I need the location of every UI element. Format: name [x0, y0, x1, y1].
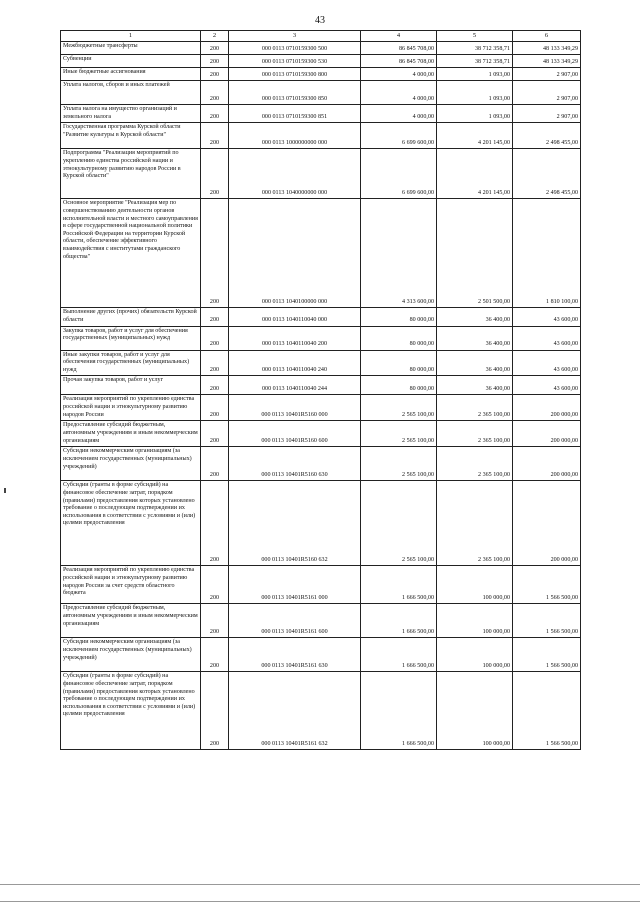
row-code: 200: [201, 638, 229, 672]
row-name: Выполнение других (прочих) обязательств Курской области: [61, 308, 201, 326]
row-kbk: 000 0113 1040000000 000: [229, 149, 361, 199]
row-code: 200: [201, 326, 229, 350]
row-kbk: 000 0113 1040110040 000: [229, 308, 361, 326]
row-code: 200: [201, 123, 229, 149]
table-row: [61, 81, 581, 105]
row-value-4: 4 313 600,00: [361, 199, 437, 308]
row-name: Государственная программа Курской области "Развитие культуры в Курской области": [61, 123, 201, 149]
row-value-6: 200 000,00: [513, 481, 581, 566]
row-value-6: 1 566 500,00: [513, 638, 581, 672]
row-value-5: 36 400,00: [437, 308, 513, 326]
row-value-6: 200 000,00: [513, 447, 581, 481]
row-value-4: 80 000,00: [361, 350, 437, 376]
row-code: 200: [201, 105, 229, 123]
row-value-4: 2 565 100,00: [361, 395, 437, 421]
row-name: Уплата налога на имущество организаций и земельного налога: [61, 105, 201, 123]
row-kbk: 000 0113 1040100000 000: [229, 199, 361, 308]
row-value-4: 80 000,00: [361, 308, 437, 326]
row-value-5: 2 365 100,00: [437, 421, 513, 447]
row-kbk: 000 0113 0710159300 851: [229, 105, 361, 123]
row-value-6: 48 133 349,29: [513, 55, 581, 68]
row-code: 200: [201, 376, 229, 395]
row-value-6: 43 600,00: [513, 376, 581, 395]
scan-border-line: [0, 884, 640, 885]
row-value-6: 48 133 349,29: [513, 42, 581, 55]
row-kbk: 000 0113 0710159300 530: [229, 55, 361, 68]
row-value-5: 38 712 358,71: [437, 42, 513, 55]
row-code: 200: [201, 421, 229, 447]
table-row: [61, 604, 581, 638]
row-name: Субсидии некоммерческим организациям (за исключением государственных (муниципальных) учреждений): [61, 447, 201, 481]
table-row: [61, 68, 581, 81]
row-kbk: 000 0113 0710159300 850: [229, 81, 361, 105]
row-value-5: 100 000,00: [437, 604, 513, 638]
row-value-5: 36 400,00: [437, 350, 513, 376]
row-value-6: 2 907,00: [513, 81, 581, 105]
scan-border-line: [0, 901, 640, 902]
table-row: [61, 421, 581, 447]
row-kbk: 000 0113 0710159300 500: [229, 42, 361, 55]
row-code: 200: [201, 566, 229, 604]
row-value-5: 4 201 145,00: [437, 123, 513, 149]
header-row: [61, 31, 581, 42]
header-col-1: 1: [61, 31, 201, 42]
row-value-6: 2 498 455,00: [513, 149, 581, 199]
row-kbk: 000 0113 10401R5160 000: [229, 395, 361, 421]
row-value-5: 36 400,00: [437, 326, 513, 350]
row-name: Уплата налогов, сборов и иных платежей: [61, 81, 201, 105]
row-value-4: 4 000,00: [361, 81, 437, 105]
row-value-6: 200 000,00: [513, 395, 581, 421]
row-value-5: 1 093,00: [437, 81, 513, 105]
row-value-6: 2 907,00: [513, 105, 581, 123]
table-row: [61, 308, 581, 326]
row-kbk: 000 0113 0710159300 800: [229, 68, 361, 81]
row-value-4: 86 845 708,00: [361, 55, 437, 68]
row-value-5: 4 201 145,00: [437, 149, 513, 199]
table-row: [61, 42, 581, 55]
row-code: 200: [201, 55, 229, 68]
row-name: Межбюджетные трансферты: [61, 42, 201, 55]
row-value-6: 43 600,00: [513, 326, 581, 350]
header-col-6: 6: [513, 31, 581, 42]
table-row: [61, 123, 581, 149]
row-value-4: 4 000,00: [361, 105, 437, 123]
row-value-4: 80 000,00: [361, 376, 437, 395]
row-name: Реализация мероприятий по укреплению единства российской нации и этнокультурному развитию народов России за счет средств областного бюджета: [61, 566, 201, 604]
row-value-4: 2 565 100,00: [361, 481, 437, 566]
row-value-6: 43 600,00: [513, 308, 581, 326]
row-value-6: 2 907,00: [513, 68, 581, 81]
row-kbk: 000 0113 10401R5160 600: [229, 421, 361, 447]
row-value-4: 86 845 708,00: [361, 42, 437, 55]
table-row: [61, 149, 581, 199]
row-code: 200: [201, 42, 229, 55]
table-row: [61, 481, 581, 566]
row-kbk: 000 0113 1040110040 244: [229, 376, 361, 395]
row-kbk: 000 0113 1000000000 000: [229, 123, 361, 149]
table-row: [61, 55, 581, 68]
row-value-5: 100 000,00: [437, 566, 513, 604]
row-name: Реализация мероприятий по укреплению единства российской нации и этнокультурному развитию народов России: [61, 395, 201, 421]
row-value-6: 1 566 500,00: [513, 566, 581, 604]
row-value-5: 2 365 100,00: [437, 481, 513, 566]
row-name: Субсидии (гранты в форме субсидий) на финансовое обеспечение затрат, порядком (правилами) предоставления которых установлено требование о последующем подтверждении их использования в соответствии с условиями и (или) целями предоставления: [61, 672, 201, 750]
row-value-6: 1 810 100,00: [513, 199, 581, 308]
header-col-5: 5: [437, 31, 513, 42]
row-name: Иные бюджетные ассигнования: [61, 68, 201, 81]
row-code: 200: [201, 308, 229, 326]
row-name: Иные закупки товаров, работ и услуг для обеспечения государственных (муниципальных) нужд: [61, 350, 201, 376]
row-value-6: 2 498 455,00: [513, 123, 581, 149]
row-value-5: 2 501 500,00: [437, 199, 513, 308]
row-kbk: 000 0113 10401R5160 630: [229, 447, 361, 481]
row-kbk: 000 0113 1040110040 200: [229, 326, 361, 350]
row-value-6: 1 566 500,00: [513, 672, 581, 750]
row-value-4: 1 666 500,00: [361, 604, 437, 638]
scan-mark: [4, 488, 6, 493]
row-code: 200: [201, 604, 229, 638]
row-kbk: 000 0113 10401R5161 600: [229, 604, 361, 638]
row-kbk: 000 0113 1040110040 240: [229, 350, 361, 376]
table-row: [61, 566, 581, 604]
table-row: [61, 447, 581, 481]
table-row: [61, 326, 581, 350]
row-kbk: 000 0113 10401R5160 632: [229, 481, 361, 566]
row-kbk: 000 0113 10401R5161 630: [229, 638, 361, 672]
row-value-5: 100 000,00: [437, 638, 513, 672]
row-name: Прочая закупка товаров, работ и услуг: [61, 376, 201, 395]
row-name: Предоставление субсидий бюджетным, автономным учреждениям и иным некоммерческим организациям: [61, 604, 201, 638]
row-value-4: 6 699 600,00: [361, 123, 437, 149]
row-value-5: 2 365 100,00: [437, 395, 513, 421]
row-name: Закупка товаров, работ и услуг для обеспечения государственных (муниципальных) нужд: [61, 326, 201, 350]
header-col-4: 4: [361, 31, 437, 42]
row-name: Субвенции: [61, 55, 201, 68]
row-code: 200: [201, 350, 229, 376]
row-name: Основное мероприятие "Реализация мер по совершенствованию деятельности органов исполнительной власти и местного самоуправления в сфере государственной национальной политики Российской Федерации на территории Курской области, обеспечение эффективного взаимодействия с институтами гражданского общества": [61, 199, 201, 308]
row-value-4: 2 565 100,00: [361, 447, 437, 481]
row-kbk: 000 0113 10401R5161 632: [229, 672, 361, 750]
table-row: [61, 105, 581, 123]
table-row: [61, 672, 581, 750]
row-value-5: 2 365 100,00: [437, 447, 513, 481]
page-number: 43: [315, 15, 325, 26]
row-value-5: 1 093,00: [437, 68, 513, 81]
table-row: [61, 376, 581, 395]
row-code: 200: [201, 149, 229, 199]
row-value-4: 1 666 500,00: [361, 566, 437, 604]
header-col-2: 2: [201, 31, 229, 42]
row-value-4: 4 000,00: [361, 68, 437, 81]
row-code: 200: [201, 68, 229, 81]
row-code: 200: [201, 81, 229, 105]
row-value-4: 6 699 600,00: [361, 149, 437, 199]
row-value-4: 1 666 500,00: [361, 638, 437, 672]
row-value-5: 38 712 358,71: [437, 55, 513, 68]
row-name: Подпрограмма "Реализация мероприятий по укреплению единства российской нации и этнокультурному развитию народов России в Курской области": [61, 149, 201, 199]
budget-table: [60, 30, 581, 750]
row-name: Субсидии некоммерческим организациям (за исключением государственных (муниципальных) учреждений): [61, 638, 201, 672]
row-code: 200: [201, 447, 229, 481]
row-value-4: 1 666 500,00: [361, 672, 437, 750]
header-col-3: 3: [229, 31, 361, 42]
row-value-5: 100 000,00: [437, 672, 513, 750]
table-row: [61, 350, 581, 376]
row-code: 200: [201, 199, 229, 308]
row-code: 200: [201, 481, 229, 566]
table-row: [61, 638, 581, 672]
table-row: [61, 395, 581, 421]
row-value-4: 2 565 100,00: [361, 421, 437, 447]
row-kbk: 000 0113 10401R5161 000: [229, 566, 361, 604]
row-code: 200: [201, 672, 229, 750]
row-value-6: 1 566 500,00: [513, 604, 581, 638]
row-value-4: 80 000,00: [361, 326, 437, 350]
table-row: [61, 199, 581, 308]
row-name: Предоставление субсидий бюджетным, автономным учреждениям и иным некоммерческим организациям: [61, 421, 201, 447]
row-name: Субсидии (гранты в форме субсидий) на финансовое обеспечение затрат, порядком (правилами) предоставления которых установлено требование о последующем подтверждении их использования в соответствии с условиями и (или) целями предоставления: [61, 481, 201, 566]
row-value-6: 200 000,00: [513, 421, 581, 447]
row-value-6: 43 600,00: [513, 350, 581, 376]
row-code: 200: [201, 395, 229, 421]
row-value-5: 1 093,00: [437, 105, 513, 123]
row-value-5: 36 400,00: [437, 376, 513, 395]
